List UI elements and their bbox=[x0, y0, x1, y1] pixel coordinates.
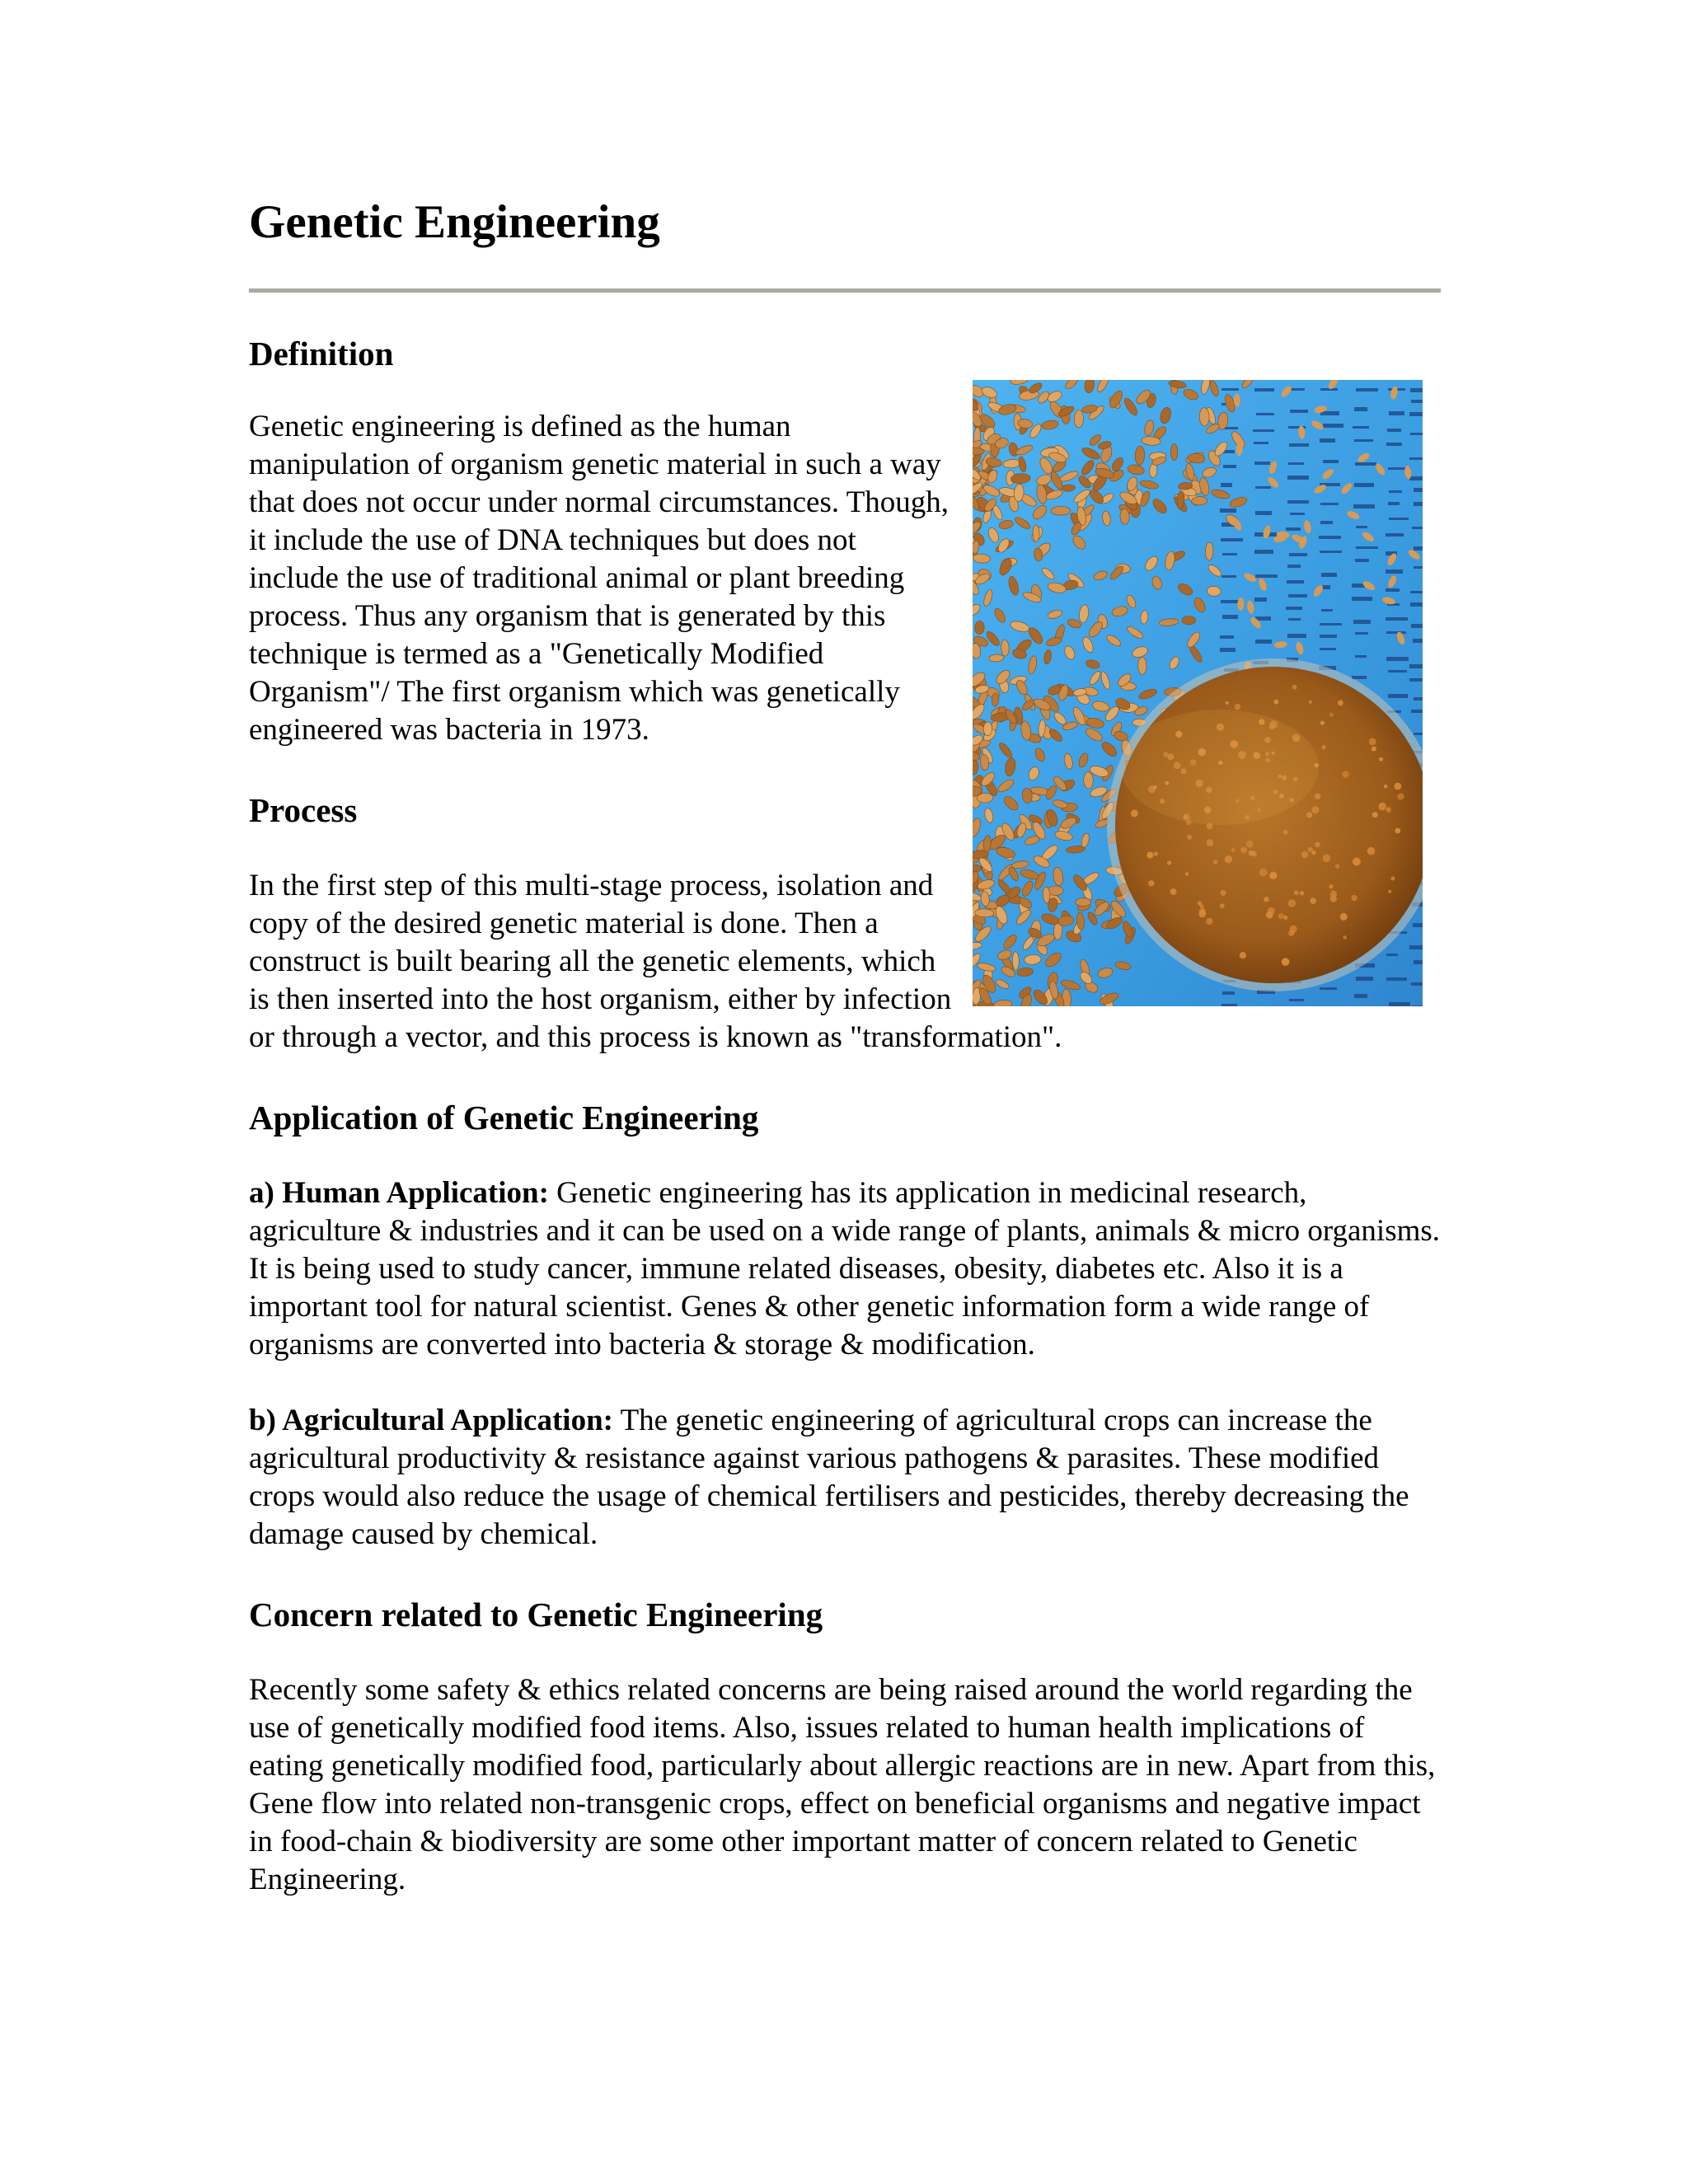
dna-band bbox=[1411, 710, 1423, 713]
dna-band bbox=[1254, 462, 1270, 465]
bacterial-colony bbox=[1220, 903, 1225, 908]
dna-band bbox=[1410, 388, 1423, 392]
human-application-text: Genetic engineering has its application in medicinal research, agriculture & industries and it can be used on a wide range of plants, animals & micro organisms. It is being used to study cancer, immune related diseases, obesity, diabetes etc. Also it is a important tool for natural scientist. Genes & other genetic information form a wide range of organisms are converted into bacteria & storage & modification. bbox=[249, 1175, 1441, 1361]
dna-band bbox=[1354, 439, 1373, 442]
dna-band bbox=[1410, 591, 1423, 593]
human-application-label: a) Human Application: bbox=[249, 1175, 549, 1210]
bacterial-colony bbox=[1154, 851, 1158, 855]
grain bbox=[1182, 616, 1196, 624]
dna-band bbox=[1289, 999, 1304, 1001]
dna-band bbox=[1222, 991, 1235, 995]
dna-band bbox=[1386, 569, 1403, 574]
dna-band bbox=[1414, 960, 1423, 964]
bacterial-colony bbox=[1310, 898, 1316, 904]
dna-band bbox=[1386, 977, 1407, 981]
grain bbox=[1170, 443, 1177, 460]
bacterial-colony bbox=[1342, 771, 1349, 778]
dna-band bbox=[1221, 575, 1236, 578]
bacterial-colony bbox=[1240, 846, 1246, 852]
bacterial-colony bbox=[1146, 851, 1153, 858]
agricultural-application-text: The genetic engineering of agricultural crops can increase the agricultural productivity & resistance against various pathogens & parasites. These modified crops would also reduce the usage of chemical fertilisers and pesticides, thereby decreasing the damage caused by chemical. bbox=[249, 1403, 1409, 1551]
dna-band bbox=[1387, 429, 1401, 432]
dna-band bbox=[1386, 631, 1406, 634]
concern-heading: Concern related to Genetic Engineering bbox=[249, 1595, 823, 1633]
dna-band bbox=[1352, 676, 1367, 679]
bacterial-colony bbox=[1367, 846, 1376, 855]
dna-band bbox=[1414, 546, 1423, 551]
dna-band bbox=[1389, 411, 1404, 415]
dna-band bbox=[1353, 620, 1371, 624]
bacterial-colony bbox=[1148, 880, 1154, 886]
bacterial-colony bbox=[1315, 841, 1320, 847]
dna-band bbox=[1255, 640, 1272, 644]
bacterial-colony bbox=[1207, 839, 1214, 846]
human-application-paragraph bbox=[249, 1174, 1441, 1364]
dna-band bbox=[1352, 597, 1372, 601]
dna-band bbox=[1386, 954, 1398, 956]
dna-band bbox=[1356, 977, 1373, 981]
bacterial-colony bbox=[1340, 912, 1348, 920]
dna-band bbox=[1355, 462, 1376, 466]
dna-band bbox=[1389, 518, 1409, 520]
dna-band bbox=[1389, 490, 1402, 493]
concern-text: Recently some safety & ethics related concerns are being raised around the world regarding the use of genetically modified food items. Also, issues related to human health implications of eating genetically modified food, particularly about allergic reactions are in new. Apart from this, Gene flow into related non-transgenic crops, effect on beneficial organisms and negative impact in food-chain & biodiversity are some other important matter of concern related to Genetic Engineering. bbox=[249, 1673, 1436, 1897]
bacterial-colony bbox=[1185, 872, 1189, 875]
dna-band bbox=[1414, 697, 1423, 701]
concern-section bbox=[249, 1595, 1441, 1899]
dna-band bbox=[1413, 923, 1423, 927]
dna-band bbox=[1356, 388, 1378, 391]
dna-band bbox=[1320, 987, 1337, 990]
dna-band bbox=[1356, 546, 1378, 549]
dna-band bbox=[1389, 1002, 1410, 1006]
bacterial-colony bbox=[1308, 846, 1313, 851]
dna-band bbox=[1255, 511, 1272, 515]
dna-band bbox=[1409, 664, 1423, 668]
dna-band bbox=[1388, 502, 1400, 505]
dna-band bbox=[1254, 598, 1267, 602]
bacterial-colony bbox=[1259, 868, 1268, 876]
bacterial-colony bbox=[1251, 851, 1257, 856]
dna-band bbox=[1412, 1005, 1423, 1006]
bacterial-colony bbox=[1388, 889, 1391, 893]
application-heading: Application of Genetic Engineering bbox=[249, 1098, 759, 1137]
dna-band bbox=[1221, 388, 1239, 391]
bacterial-colony bbox=[1198, 910, 1206, 917]
bacterial-colony bbox=[1235, 703, 1241, 710]
dna-band bbox=[1411, 400, 1423, 403]
dna-band bbox=[1255, 574, 1278, 578]
bacterial-colony bbox=[1372, 746, 1376, 751]
bacterial-colony bbox=[1282, 958, 1290, 966]
bacterial-colony bbox=[1131, 809, 1138, 817]
dna-band bbox=[1410, 433, 1423, 435]
bacterial-colony bbox=[1269, 871, 1277, 879]
dna-band bbox=[1320, 635, 1337, 638]
bacterial-colony bbox=[1264, 897, 1268, 902]
dna-band bbox=[1287, 565, 1301, 568]
dna-band bbox=[1254, 550, 1273, 554]
dna-band bbox=[1256, 413, 1274, 415]
dna-band bbox=[1412, 527, 1423, 529]
process-text: In the first step of this multi-stage process, isolation and copy of the desired genetic material is done. Then a construct is built bearing all the genetic elements, which is then inserted into the host organism, either by infection or through a vector, and this process is known as "transformation". bbox=[249, 868, 1062, 1054]
dna-band bbox=[1287, 500, 1309, 504]
bacterial-colony bbox=[1386, 807, 1390, 812]
dna-band bbox=[1319, 536, 1341, 539]
application-section bbox=[249, 1098, 1441, 1554]
bacterial-colony bbox=[1187, 834, 1192, 839]
dna-band bbox=[1320, 623, 1342, 626]
dna-band bbox=[1320, 503, 1339, 505]
bacterial-colony bbox=[1283, 829, 1288, 834]
dna-band bbox=[1286, 607, 1302, 610]
bacterial-colony bbox=[1329, 712, 1334, 716]
bacterial-colony bbox=[1353, 857, 1361, 865]
definition-text: Genetic engineering is defined as the human manipulation of organism genetic material in such a way that does not occur under normal circumstances. Though, it include the use of DNA techniques but does not include the use of traditional animal or plant breeding process. Thus any organism that is generated by this technique is termed as a "Genetically Modified Organism"/ The first organism which was genetically engineered was bacteria in 1973. bbox=[249, 409, 950, 747]
dna-band bbox=[1222, 553, 1237, 555]
dna-band bbox=[1289, 553, 1307, 556]
dna-band bbox=[1254, 388, 1274, 391]
bacterial-colony bbox=[1268, 907, 1275, 914]
bacterial-colony bbox=[1329, 883, 1333, 888]
bacterial-colony bbox=[1322, 745, 1326, 749]
dna-band bbox=[1289, 443, 1309, 447]
dna-band bbox=[1288, 462, 1304, 465]
title-divider bbox=[249, 288, 1441, 293]
bacterial-colony bbox=[1226, 701, 1229, 704]
dna-band bbox=[1287, 476, 1309, 480]
dna-band bbox=[1388, 670, 1407, 673]
dna-band bbox=[1320, 551, 1342, 553]
bacterial-colony bbox=[1206, 917, 1212, 924]
dna-band bbox=[1409, 412, 1423, 416]
dna-band bbox=[1321, 573, 1337, 577]
dna-band bbox=[1323, 424, 1343, 428]
dna-band bbox=[1221, 483, 1232, 487]
bacterial-colony bbox=[1301, 851, 1308, 857]
dna-band bbox=[1411, 624, 1423, 628]
dna-band bbox=[1355, 559, 1369, 562]
bacterial-colony bbox=[1311, 806, 1319, 813]
bacterial-colony bbox=[1320, 720, 1325, 724]
dna-band bbox=[1220, 648, 1236, 652]
page-title: Genetic Engineering bbox=[249, 196, 660, 248]
dna-band bbox=[1414, 733, 1423, 735]
bacterial-colony bbox=[1221, 889, 1226, 895]
dna-band bbox=[1355, 632, 1368, 635]
dna-band bbox=[1353, 426, 1369, 429]
grain-petri-dish-photo bbox=[973, 380, 1423, 1006]
dna-band bbox=[1253, 429, 1274, 432]
bacterial-colony bbox=[1369, 738, 1376, 745]
dna-band bbox=[1410, 602, 1423, 607]
dna-band bbox=[1290, 513, 1305, 515]
dna-band bbox=[1255, 616, 1271, 621]
bacterial-colony bbox=[1343, 935, 1347, 940]
dna-band bbox=[1388, 694, 1408, 698]
dna-band bbox=[1287, 580, 1304, 583]
dna-band bbox=[1352, 583, 1365, 588]
bacterial-colony bbox=[1246, 840, 1254, 847]
dna-band bbox=[1414, 488, 1423, 492]
dna-band bbox=[1320, 521, 1333, 524]
grain bbox=[1033, 524, 1040, 541]
dna-band bbox=[1354, 994, 1367, 998]
bacterial-colony bbox=[1274, 699, 1279, 704]
dna-band bbox=[1288, 594, 1307, 598]
dna-band bbox=[1222, 615, 1238, 619]
grain bbox=[1012, 951, 1019, 969]
dna-band bbox=[1409, 476, 1423, 480]
bacterial-colony bbox=[1309, 700, 1312, 703]
agricultural-application-paragraph bbox=[249, 1402, 1441, 1554]
bacterial-colony bbox=[1225, 855, 1232, 862]
dna-band bbox=[1414, 502, 1423, 506]
bacterial-colony bbox=[1394, 782, 1401, 790]
bacterial-colony bbox=[1379, 757, 1383, 761]
bacterial-colony bbox=[1335, 864, 1339, 868]
dna-band bbox=[1355, 655, 1367, 658]
grain bbox=[1074, 410, 1084, 428]
dna-band bbox=[1386, 617, 1408, 621]
dna-band bbox=[1353, 504, 1375, 509]
grain bbox=[983, 721, 992, 735]
dna-band bbox=[1411, 982, 1423, 986]
bacterial-colony bbox=[1395, 827, 1400, 833]
dna-band bbox=[1290, 410, 1308, 413]
dna-band bbox=[1320, 648, 1336, 650]
bacterial-colony bbox=[1330, 895, 1337, 902]
dna-band bbox=[1286, 527, 1301, 531]
bacterial-colony bbox=[1397, 793, 1404, 799]
dna-band bbox=[1254, 442, 1268, 444]
dna-band bbox=[1409, 678, 1423, 682]
definition-section bbox=[249, 334, 1441, 748]
bacterial-colony bbox=[1315, 793, 1321, 799]
dna-band bbox=[1320, 388, 1338, 391]
bacterial-colony bbox=[1384, 784, 1388, 788]
dna-band bbox=[1255, 486, 1271, 489]
dna-band bbox=[1223, 465, 1236, 468]
bacterial-colony bbox=[1292, 684, 1297, 689]
dna-band bbox=[1413, 639, 1423, 643]
dna-band bbox=[1386, 533, 1404, 537]
dna-band bbox=[1221, 538, 1243, 541]
bacterial-colony bbox=[1213, 860, 1217, 864]
bacterial-colony bbox=[1338, 700, 1343, 705]
definition-heading: Definition bbox=[249, 335, 394, 373]
dna-band bbox=[1323, 460, 1339, 463]
bacterial-colony bbox=[1323, 854, 1331, 862]
bacterial-colony bbox=[1240, 952, 1246, 958]
bacterial-colony bbox=[1306, 812, 1312, 818]
bacterial-colony bbox=[1300, 891, 1304, 895]
bacterial-colony bbox=[1378, 802, 1386, 809]
dna-band bbox=[1220, 635, 1234, 639]
bacterial-colony bbox=[1200, 904, 1204, 908]
document-page bbox=[249, 188, 1441, 1899]
dna-band bbox=[1220, 509, 1236, 513]
grain bbox=[1199, 407, 1209, 425]
bacterial-colony bbox=[1372, 812, 1378, 818]
dna-band bbox=[1287, 634, 1306, 638]
dna-band bbox=[1386, 657, 1409, 661]
dna-band bbox=[1409, 945, 1423, 949]
dna-band bbox=[1288, 618, 1301, 621]
dna-band bbox=[1414, 566, 1423, 569]
process-heading: Process bbox=[249, 790, 358, 829]
dna-band bbox=[1354, 483, 1374, 487]
bacterial-colony bbox=[1167, 860, 1171, 865]
dna-band bbox=[1409, 457, 1423, 460]
dna-band bbox=[1221, 1004, 1237, 1006]
dna-band bbox=[1320, 438, 1335, 443]
grain bbox=[1076, 898, 1091, 906]
dna-band bbox=[1354, 407, 1367, 411]
bacterial-colony bbox=[1294, 890, 1299, 895]
bacterial-colony bbox=[1351, 894, 1357, 900]
bacterial-colony bbox=[1278, 913, 1284, 919]
grain bbox=[1051, 506, 1071, 515]
bacterial-colony bbox=[1290, 925, 1297, 932]
dna-band bbox=[1321, 609, 1333, 612]
grain bbox=[1138, 657, 1146, 674]
bacterial-colony bbox=[1288, 899, 1296, 907]
bacterial-colony bbox=[1170, 888, 1177, 894]
bacterial-colony bbox=[1231, 848, 1236, 852]
agricultural-application-label: b) Agricultural Application: bbox=[249, 1403, 613, 1437]
dna-band bbox=[1386, 588, 1400, 592]
dna-band bbox=[1356, 526, 1367, 528]
bacterial-colony bbox=[1390, 876, 1395, 880]
dna-band bbox=[1386, 443, 1402, 446]
